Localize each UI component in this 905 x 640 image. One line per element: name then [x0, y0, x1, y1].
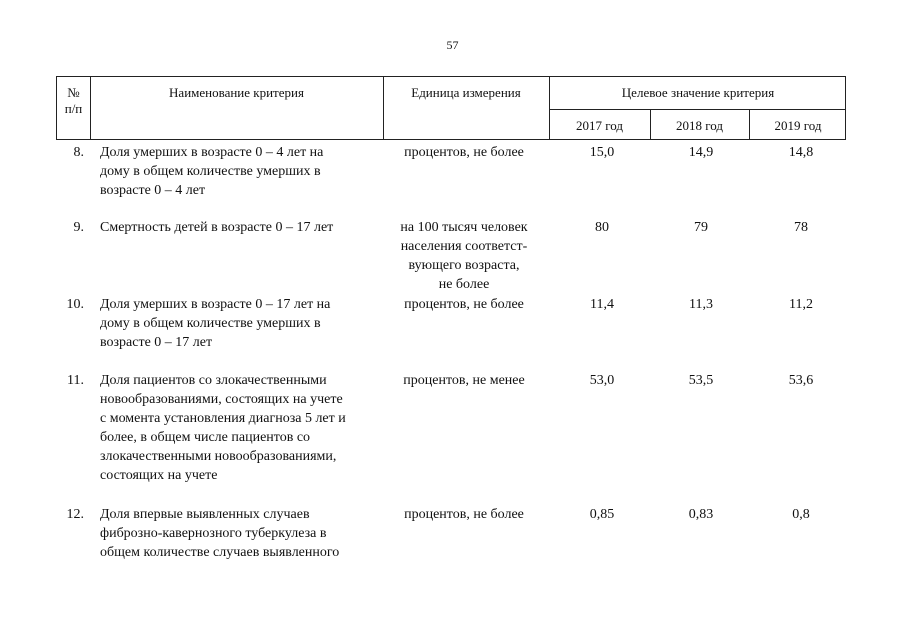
row-value-2018: 11,3 — [689, 297, 713, 312]
header-target: Целевое значение критерия — [621, 85, 775, 100]
row-number: 8. — [73, 145, 84, 160]
row-value-2017: 15,0 — [589, 145, 615, 160]
page-number: 57 — [446, 38, 459, 52]
row-value-2017: 0,85 — [589, 507, 615, 522]
header-name: Наименование критерия — [169, 85, 304, 100]
row-criterion: Доля умерших в возрасте 0 – 17 лет на дому в общем количестве умерших в возрасте 0 – 17 лет — [100, 297, 331, 350]
header-unit: Единица измерения — [411, 85, 521, 100]
row-number: 9. — [73, 220, 84, 235]
row-criterion: Доля пациентов со злокачественными новообразованиями, состоящих на учете с момента установления диагноза 5 лет и более, в общем числе пациентов со злокачественными новообразованиями, состоящих на учете — [100, 373, 346, 483]
row-value-2017: 53,0 — [589, 373, 615, 388]
row-value-2019: 0,8 — [792, 507, 810, 522]
header-num: № п/п — [64, 85, 83, 116]
row-unit: процентов, не более — [404, 297, 524, 312]
row-value-2018: 79 — [694, 220, 708, 235]
row-unit: процентов, не более — [404, 507, 524, 522]
row-number: 12. — [66, 507, 84, 522]
row-value-2018: 53,5 — [688, 373, 714, 388]
row-value-2019: 14,8 — [788, 145, 814, 160]
row-criterion: Смертность детей в возрасте 0 – 17 лет — [100, 220, 334, 235]
row-criterion: Доля впервые выявленных случаев фиброзно-кавернозного туберкулеза в общем количестве случаев выявленного — [100, 507, 340, 560]
header-year-2017: 2017 год — [576, 118, 623, 133]
row-value-2019: 53,6 — [788, 373, 814, 388]
header-year-2019: 2019 год — [774, 118, 822, 133]
row-value-2017: 11,4 — [590, 297, 614, 312]
header-divider — [549, 109, 845, 110]
table-header — [56, 76, 846, 140]
row-unit: процентов, не более — [404, 145, 524, 160]
row-value-2017: 80 — [595, 220, 609, 235]
row-unit: процентов, не менее — [403, 373, 525, 388]
row-unit: на 100 тысяч человек населения соответст- вующего возраста, не более — [400, 220, 528, 292]
row-value-2019: 78 — [794, 220, 808, 235]
header-year-2018: 2018 год — [676, 118, 723, 133]
row-number: 10. — [66, 297, 84, 312]
row-number: 11. — [67, 373, 84, 388]
row-value-2018: 14,9 — [688, 145, 714, 160]
row-value-2018: 0,83 — [688, 507, 714, 522]
row-value-2019: 11,2 — [789, 297, 813, 312]
row-criterion: Доля умерших в возрасте 0 – 4 лет на дому в общем количестве умерших в возрасте 0 – 4 лет — [100, 145, 324, 198]
